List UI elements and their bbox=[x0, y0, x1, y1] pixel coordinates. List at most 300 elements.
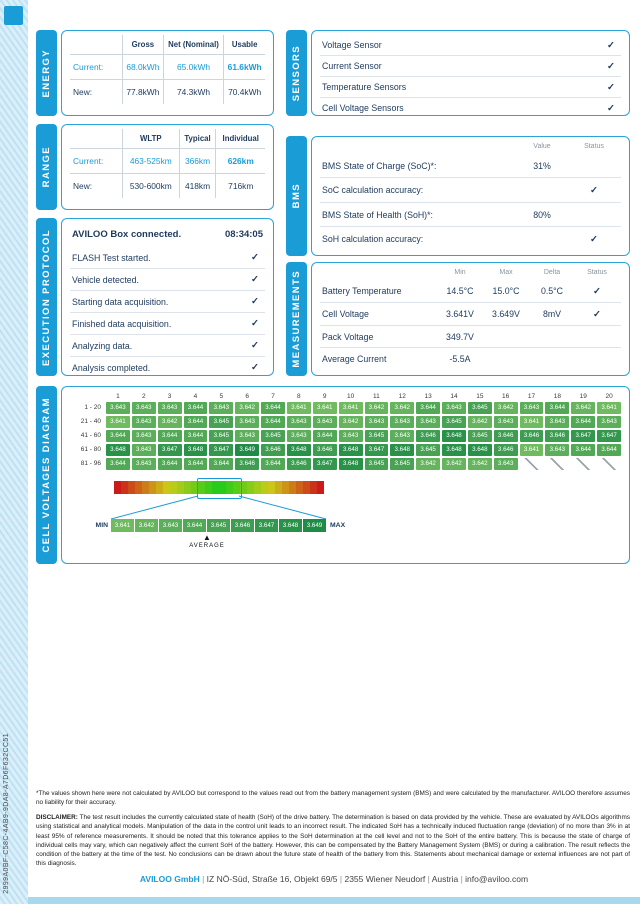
grid-cell-value: 3.643 bbox=[390, 430, 414, 442]
check-icon: ✓ bbox=[607, 60, 615, 72]
max-label: MAX bbox=[330, 522, 346, 529]
grid-cell-value: 3.646 bbox=[261, 444, 285, 456]
section-tab-cell-voltages bbox=[36, 386, 57, 564]
column-header: Individual bbox=[216, 129, 265, 149]
bms-row-value: 80% bbox=[533, 209, 551, 220]
bms-col-empty bbox=[322, 143, 515, 150]
sensor-item-label: Current Sensor bbox=[322, 61, 382, 71]
grid-col-header: 5 bbox=[219, 393, 224, 400]
measurement-delta: 8mV bbox=[542, 309, 562, 319]
energy-section bbox=[36, 30, 274, 116]
measurement-max: 15.0°C bbox=[492, 286, 520, 296]
grid-row-label: 61 - 80 bbox=[80, 446, 101, 453]
bms-row bbox=[320, 203, 621, 227]
grid-cell-value: 3.644 bbox=[184, 458, 208, 470]
protocol-item bbox=[70, 291, 265, 313]
grid-cell-value: 3.647 bbox=[365, 444, 389, 456]
gradient-segment bbox=[296, 481, 303, 494]
bms-row bbox=[320, 227, 621, 251]
sensor-item-label: Voltage Sensor bbox=[322, 40, 382, 50]
value-cell: 70.4kWh bbox=[224, 80, 265, 105]
value-cell: 463-525km bbox=[123, 149, 180, 174]
section-title-measurements: MEASUREMENTS bbox=[291, 270, 302, 368]
grid-cell-value: 3.644 bbox=[106, 458, 130, 470]
gradient-segment bbox=[149, 481, 156, 494]
footnote: *The values shown here were not calculated by AVILOO but correspond to the values read out from the battery management system (BMS) and were calculated by the manufacturer. AVILOO therefore assumes no liability for their accuracy. bbox=[36, 790, 630, 807]
grid-cell-value: 3.648 bbox=[184, 444, 208, 456]
footer-separator: | bbox=[425, 874, 432, 884]
grid-cell-value: 3.643 bbox=[390, 416, 414, 428]
footer-company: AVILOO GmbH bbox=[139, 874, 200, 884]
gradient-highlight-box bbox=[197, 478, 242, 499]
grid-cell-value: 3.643 bbox=[313, 416, 337, 428]
gradient-segment bbox=[275, 481, 282, 494]
side-strip bbox=[0, 0, 28, 904]
protocol-item-label: FLASH Test started. bbox=[72, 252, 151, 263]
grid-col-header: 13 bbox=[424, 393, 432, 400]
gradient-segment bbox=[317, 481, 324, 494]
grid-cell-value: 3.642 bbox=[339, 416, 363, 428]
table-corner bbox=[70, 129, 123, 149]
grid-cell-value: 3.647 bbox=[597, 430, 621, 442]
measurement-delta: 0.5°C bbox=[540, 286, 564, 296]
energy-table bbox=[70, 35, 265, 104]
check-icon: ✓ bbox=[251, 362, 259, 373]
grid-cell-value: 3.648 bbox=[339, 444, 363, 456]
grid-cell-value: 3.647 bbox=[313, 458, 337, 470]
sensors-section bbox=[286, 30, 630, 116]
protocol-item-label: Starting data acquisition. bbox=[72, 296, 169, 307]
column-header: Net (Nominal) bbox=[163, 35, 224, 55]
footer-item: IZ NÖ-Süd, Straße 16, Objekt 69/5 bbox=[206, 874, 338, 884]
grid-col-header: 19 bbox=[579, 393, 587, 400]
value-cell: 716km bbox=[216, 174, 265, 199]
bms-row-label: SoH calculation accuracy: bbox=[322, 234, 424, 244]
bms-column-headers bbox=[320, 141, 621, 154]
sensor-item-label: Temperature Sensors bbox=[322, 82, 407, 92]
average-label: AVERAGE bbox=[189, 543, 225, 549]
grid-cell-value: 3.646 bbox=[235, 458, 259, 470]
gradient-segment bbox=[170, 481, 177, 494]
grid-cell-value: 3.646 bbox=[545, 430, 569, 442]
grid-cell-value: 3.648 bbox=[106, 444, 130, 456]
bms-box bbox=[311, 136, 630, 256]
grid-col-header: 14 bbox=[450, 393, 458, 400]
measurement-row bbox=[320, 303, 621, 326]
grid-cell-value: 3.643 bbox=[235, 430, 259, 442]
section-title-bms: BMS bbox=[291, 183, 302, 209]
grid-cell-value: 3.649 bbox=[235, 444, 259, 456]
grid-col-header: 9 bbox=[322, 393, 327, 400]
check-icon: ✓ bbox=[251, 318, 259, 329]
grid-cell-empty bbox=[520, 458, 544, 470]
range-section bbox=[36, 124, 274, 210]
grid-cell-value: 3.648 bbox=[390, 444, 414, 456]
section-title-sensors: SENSORS bbox=[291, 44, 302, 102]
grid-cell-value: 3.644 bbox=[261, 402, 285, 414]
grid-cell-value: 3.641 bbox=[520, 416, 544, 428]
bms-row bbox=[320, 154, 621, 178]
grid-cell-value: 3.643 bbox=[132, 416, 156, 428]
grid-col-header: 4 bbox=[193, 393, 198, 400]
bottom-band bbox=[0, 897, 640, 904]
grid-cell-value: 3.646 bbox=[287, 458, 311, 470]
grid-cell-value: 3.643 bbox=[520, 402, 544, 414]
gradient-segment bbox=[310, 481, 317, 494]
grid-cell-value: 3.643 bbox=[158, 402, 182, 414]
grid-col-header: 1 bbox=[116, 393, 120, 400]
row-label: New: bbox=[73, 87, 93, 97]
grid-cell-value: 3.645 bbox=[390, 458, 414, 470]
grid-row-label: 41 - 60 bbox=[80, 432, 101, 439]
measurement-min: -5.5A bbox=[449, 353, 471, 364]
bms-row-value: 31% bbox=[533, 160, 551, 171]
gradient-segment bbox=[282, 481, 289, 494]
grid-cell-value: 3.641 bbox=[313, 402, 337, 414]
check-icon: ✓ bbox=[590, 184, 598, 196]
measurement-label: Pack Voltage bbox=[322, 331, 374, 342]
value-cell: 530-600km bbox=[123, 174, 180, 199]
value-cell: 418km bbox=[179, 174, 216, 199]
sensor-item-label: Cell Voltage Sensors bbox=[322, 103, 404, 113]
gradient-segment bbox=[303, 481, 310, 494]
grid-col-header: 15 bbox=[476, 393, 484, 400]
grid-cell-value: 3.645 bbox=[209, 416, 233, 428]
corner-decoration bbox=[4, 6, 23, 25]
zoom-cell-value: 3.642 bbox=[135, 519, 158, 532]
grid-cell-value: 3.644 bbox=[261, 416, 285, 428]
check-icon: ✓ bbox=[593, 308, 601, 320]
grid-cell-value: 3.648 bbox=[442, 430, 466, 442]
measurement-min: 3.641V bbox=[446, 309, 474, 319]
grid-cell-value: 3.642 bbox=[390, 402, 414, 414]
value-cell: 65.0kWh bbox=[163, 55, 224, 80]
bms-row-label: BMS State of Charge (SoC)*: bbox=[322, 160, 437, 171]
grid-cell-value: 3.643 bbox=[287, 416, 311, 428]
gradient-segment bbox=[114, 481, 121, 494]
check-icon: ✓ bbox=[251, 296, 259, 307]
grid-cell-value: 3.643 bbox=[365, 416, 389, 428]
grid-cell-value: 3.643 bbox=[132, 444, 156, 456]
sensors-list bbox=[320, 35, 621, 116]
grid-cell-value: 3.644 bbox=[313, 430, 337, 442]
meas-col-status: Status bbox=[587, 269, 607, 276]
grid-cell-value: 3.643 bbox=[416, 416, 440, 428]
protocol-header-label: AVILOO Box connected. bbox=[72, 229, 182, 240]
protocol-header-time: 08:34:05 bbox=[224, 229, 263, 240]
measurement-label: Cell Voltage bbox=[322, 309, 369, 319]
grid-cell-value: 3.644 bbox=[184, 430, 208, 442]
gradient-segment bbox=[156, 481, 163, 494]
gradient-segment bbox=[261, 481, 268, 494]
grid-cell-value: 3.644 bbox=[571, 444, 595, 456]
grid-cell-value: 3.641 bbox=[287, 402, 311, 414]
gradient-segment bbox=[163, 481, 170, 494]
grid-cell-value: 3.644 bbox=[545, 402, 569, 414]
range-table bbox=[70, 129, 265, 198]
grid-col-header: 10 bbox=[346, 393, 355, 400]
grid-cell-value: 3.643 bbox=[545, 416, 569, 428]
grid-col-header: 11 bbox=[373, 393, 380, 400]
value-cell: 74.3kWh bbox=[163, 80, 224, 105]
gradient-segment bbox=[128, 481, 135, 494]
protocol-header bbox=[70, 223, 265, 247]
grid-cell-value: 3.644 bbox=[158, 458, 182, 470]
gradient-segment bbox=[121, 481, 128, 494]
cell-voltages-box bbox=[61, 386, 630, 564]
zoom-cell-value: 3.643 bbox=[159, 519, 182, 532]
protocol-item-label: Analyzing data. bbox=[72, 340, 133, 351]
zoom-cell-value: 3.645 bbox=[207, 519, 230, 532]
footer-separator: | bbox=[337, 874, 345, 884]
zoom-cell-value: 3.647 bbox=[255, 519, 278, 532]
zoom-cell-value: 3.641 bbox=[111, 519, 134, 532]
sensors-box bbox=[311, 30, 630, 116]
grid-cell-value: 3.647 bbox=[571, 430, 595, 442]
grid-col-header: 3 bbox=[167, 393, 172, 400]
cell-voltage-grid bbox=[70, 393, 621, 470]
protocol-item bbox=[70, 335, 265, 357]
grid-row-label: 1 - 20 bbox=[84, 404, 101, 411]
grid-cell-value: 3.646 bbox=[313, 444, 337, 456]
grid-cell-value: 3.645 bbox=[468, 430, 492, 442]
grid-col-header: 20 bbox=[605, 393, 613, 400]
grid-col-header: 7 bbox=[271, 393, 275, 400]
column-header: Usable bbox=[224, 35, 265, 55]
grid-col-header: 2 bbox=[141, 393, 146, 400]
grid-cell-value: 3.644 bbox=[106, 430, 130, 442]
meas-col-delta: Delta bbox=[543, 269, 561, 276]
grid-cell-empty bbox=[571, 458, 595, 470]
grid-cell-value: 3.644 bbox=[597, 444, 621, 456]
value-cell: 626km bbox=[216, 149, 265, 174]
gradient-segment bbox=[254, 481, 261, 494]
measurements-column-headers bbox=[320, 267, 621, 280]
gradient-segment bbox=[289, 481, 296, 494]
average-triangle-icon: ▲ bbox=[203, 533, 211, 542]
grid-cell-value: 3.642 bbox=[416, 458, 440, 470]
grid-cell-value: 3.648 bbox=[287, 444, 311, 456]
meas-col-max: Max bbox=[499, 269, 513, 276]
footer-separator: | bbox=[458, 874, 466, 884]
sensor-item bbox=[320, 98, 621, 116]
protocol-item bbox=[70, 269, 265, 291]
grid-col-header: 8 bbox=[297, 393, 301, 400]
protocol-item-label: Analysis completed. bbox=[72, 362, 151, 373]
zoom-cell-value: 3.646 bbox=[231, 519, 254, 532]
grid-cell-value: 3.644 bbox=[209, 458, 233, 470]
grid-cell-value: 3.646 bbox=[520, 430, 544, 442]
document-id: 2999A0BF-C58C-4AB9-9DA8-A7D6F632CC51 bbox=[3, 733, 10, 894]
measurements-rows bbox=[320, 280, 621, 369]
grid-cell-value: 3.646 bbox=[494, 444, 518, 456]
section-title-energy: ENERGY bbox=[41, 48, 52, 98]
grid-cell-value: 3.643 bbox=[209, 402, 233, 414]
section-title-protocol: EXECUTION PROTOCOL bbox=[41, 228, 52, 366]
grid-cell-value: 3.647 bbox=[158, 444, 182, 456]
measurement-label: Battery Temperature bbox=[322, 286, 402, 296]
protocol-item bbox=[70, 357, 265, 376]
execution-protocol-section bbox=[36, 218, 274, 376]
section-tab-bms bbox=[286, 136, 307, 256]
grid-cell-value: 3.646 bbox=[494, 430, 518, 442]
meas-col-min: Min bbox=[454, 269, 466, 276]
gradient-segment bbox=[177, 481, 184, 494]
check-icon: ✓ bbox=[251, 340, 259, 351]
grid-corner bbox=[70, 393, 104, 400]
grid-col-header: 17 bbox=[527, 393, 536, 400]
check-icon: ✓ bbox=[251, 252, 259, 263]
footer-item: 2355 Wiener Neudorf bbox=[344, 874, 426, 884]
measurement-min: 14.5°C bbox=[446, 286, 474, 296]
gradient-segment bbox=[184, 481, 191, 494]
grid-cell-value: 3.643 bbox=[597, 416, 621, 428]
grid-cell-value: 3.644 bbox=[184, 416, 208, 428]
grid-col-header: 16 bbox=[502, 393, 510, 400]
value-cell: 366km bbox=[179, 149, 216, 174]
grid-cell-value: 3.643 bbox=[106, 402, 130, 414]
footer-item: Austria bbox=[431, 874, 459, 884]
bms-rows bbox=[320, 154, 621, 251]
grid-cell-value: 3.645 bbox=[365, 458, 389, 470]
grid-cell-value: 3.642 bbox=[494, 402, 518, 414]
grid-cell-value: 3.642 bbox=[571, 402, 595, 414]
grid-cell-value: 3.645 bbox=[261, 430, 285, 442]
section-tab-sensors bbox=[286, 30, 307, 116]
grid-cell-value: 3.643 bbox=[339, 430, 363, 442]
grid-cell-value: 3.643 bbox=[132, 458, 156, 470]
grid-cell-value: 3.641 bbox=[339, 402, 363, 414]
grid-cell-value: 3.643 bbox=[494, 458, 518, 470]
row-label: Current: bbox=[70, 149, 123, 174]
row-label: New: bbox=[73, 181, 93, 191]
grid-cell-value: 3.645 bbox=[209, 430, 233, 442]
grid-cell-value: 3.643 bbox=[545, 444, 569, 456]
grid-cell-value: 3.643 bbox=[235, 416, 259, 428]
sensor-item bbox=[320, 56, 621, 77]
grid-col-header: 18 bbox=[553, 393, 561, 400]
measurements-section bbox=[286, 262, 630, 376]
grid-cell-value: 3.646 bbox=[416, 430, 440, 442]
grid-col-header: 6 bbox=[245, 393, 249, 400]
column-header: WLTP bbox=[123, 129, 180, 149]
section-title-range: RANGE bbox=[41, 146, 52, 188]
grid-cell-value: 3.644 bbox=[158, 430, 182, 442]
column-header: Gross bbox=[123, 35, 164, 55]
cell-voltages-section bbox=[36, 386, 630, 564]
grid-cell-value: 3.641 bbox=[597, 402, 621, 414]
protocol-list bbox=[70, 247, 265, 376]
gradient-segment bbox=[247, 481, 254, 494]
gradient-segment bbox=[135, 481, 142, 494]
grid-col-header: 12 bbox=[398, 393, 406, 400]
column-header: Typical bbox=[179, 129, 216, 149]
grid-cell-value: 3.642 bbox=[442, 458, 466, 470]
min-label: MIN bbox=[95, 522, 108, 529]
zoom-cell-value: 3.644 bbox=[183, 519, 206, 532]
grid-cell-value: 3.641 bbox=[106, 416, 130, 428]
sensor-item bbox=[320, 35, 621, 56]
check-icon: ✓ bbox=[607, 39, 615, 51]
grid-cell-value: 3.645 bbox=[442, 416, 466, 428]
table-corner bbox=[70, 35, 123, 55]
disclaimer-label: DISCLAIMER: bbox=[36, 814, 78, 821]
section-tab-measurements bbox=[286, 262, 307, 376]
grid-cell-value: 3.644 bbox=[184, 402, 208, 414]
gradient-segment bbox=[268, 481, 275, 494]
section-tab-protocol bbox=[36, 218, 57, 376]
row-label: Current: bbox=[70, 55, 123, 80]
range-box bbox=[61, 124, 274, 210]
measurement-max: 3.649V bbox=[492, 309, 520, 319]
disclaimer bbox=[36, 813, 630, 869]
grid-cell-value: 3.644 bbox=[261, 458, 285, 470]
protocol-item-label: Finished data acquisition. bbox=[72, 318, 172, 329]
grid-cell-empty bbox=[545, 458, 569, 470]
energy-box bbox=[61, 30, 274, 116]
check-icon: ✓ bbox=[590, 233, 598, 245]
zoomed-voltage-strip bbox=[111, 519, 326, 532]
zoom-cell-value: 3.649 bbox=[303, 519, 326, 532]
grid-cell-value: 3.648 bbox=[468, 444, 492, 456]
value-cell: 68.0kWh bbox=[123, 55, 164, 80]
grid-cell-value: 3.647 bbox=[209, 444, 233, 456]
measurement-min: 349.7V bbox=[446, 331, 474, 342]
bms-row-label: BMS State of Health (SoH)*: bbox=[322, 209, 433, 220]
measurement-row bbox=[320, 326, 621, 348]
section-tab-energy bbox=[36, 30, 57, 116]
meas-col-empty bbox=[322, 269, 437, 276]
grid-cell-value: 3.643 bbox=[442, 402, 466, 414]
measurement-label: Average Current bbox=[322, 353, 387, 364]
grid-cell-value: 3.648 bbox=[339, 458, 363, 470]
grid-cell-value: 3.641 bbox=[520, 444, 544, 456]
footer-email[interactable]: info@aviloo.com bbox=[465, 874, 529, 884]
check-icon: ✓ bbox=[251, 274, 259, 285]
bms-col-value: Value bbox=[533, 143, 551, 150]
check-icon: ✓ bbox=[593, 285, 601, 297]
section-title-cell-voltages: CELL VOLTAGES DIAGRAM bbox=[41, 397, 52, 553]
zoom-cell-value: 3.648 bbox=[279, 519, 302, 532]
grid-cell-value: 3.645 bbox=[416, 444, 440, 456]
grid-cell-value: 3.644 bbox=[416, 402, 440, 414]
value-cell: 77.8kWh bbox=[123, 80, 164, 105]
bms-row bbox=[320, 178, 621, 203]
disclaimer-text: The test result includes the currently calculated state of health (SoH) of the drive battery. The determination is based on data provided by the vehicle. These are evaluated by AVILOOs algorithms using statistical and analytical models. Manipulation of the data in the control unit leads to an incorrect result. The indicated SoH has a technically induced fluctuation range (deviation) of no more than 3% in at least 95% of reference measurements. It should be noted that this tolerance applies to the SoH determination at the cell level and not to the SoH of the entire battery. This is because the state of charge of individual cells may vary, which can negatively affect the current SoH of the battery. However, this can be compensated by the Battery Management System (BMS) or during a calibration. The result reflects the condition of the battery at the time of the test. No conclusions can be drawn about the future state of health of the battery from this. Statements about mechanical damage or external influences are not part of this diagnosis. bbox=[36, 814, 630, 868]
grid-cell-value: 3.643 bbox=[132, 402, 156, 414]
sensor-item bbox=[320, 77, 621, 98]
grid-cell-value: 3.642 bbox=[468, 458, 492, 470]
protocol-box bbox=[61, 218, 274, 376]
grid-cell-value: 3.643 bbox=[132, 430, 156, 442]
bms-row-label: SoC calculation accuracy: bbox=[322, 185, 424, 195]
protocol-item bbox=[70, 313, 265, 335]
measurement-row bbox=[320, 280, 621, 303]
grid-cell-empty bbox=[597, 458, 621, 470]
bms-section bbox=[286, 136, 630, 256]
section-tab-range bbox=[36, 124, 57, 210]
bms-col-status: Status bbox=[584, 143, 604, 150]
gradient-segment bbox=[142, 481, 149, 494]
grid-cell-value: 3.642 bbox=[365, 402, 389, 414]
average-marker bbox=[177, 534, 237, 549]
measurements-box bbox=[311, 262, 630, 376]
grid-cell-value: 3.643 bbox=[494, 416, 518, 428]
grid-cell-value: 3.648 bbox=[442, 444, 466, 456]
check-icon: ✓ bbox=[607, 102, 615, 114]
footer bbox=[28, 874, 640, 884]
measurement-row bbox=[320, 348, 621, 369]
